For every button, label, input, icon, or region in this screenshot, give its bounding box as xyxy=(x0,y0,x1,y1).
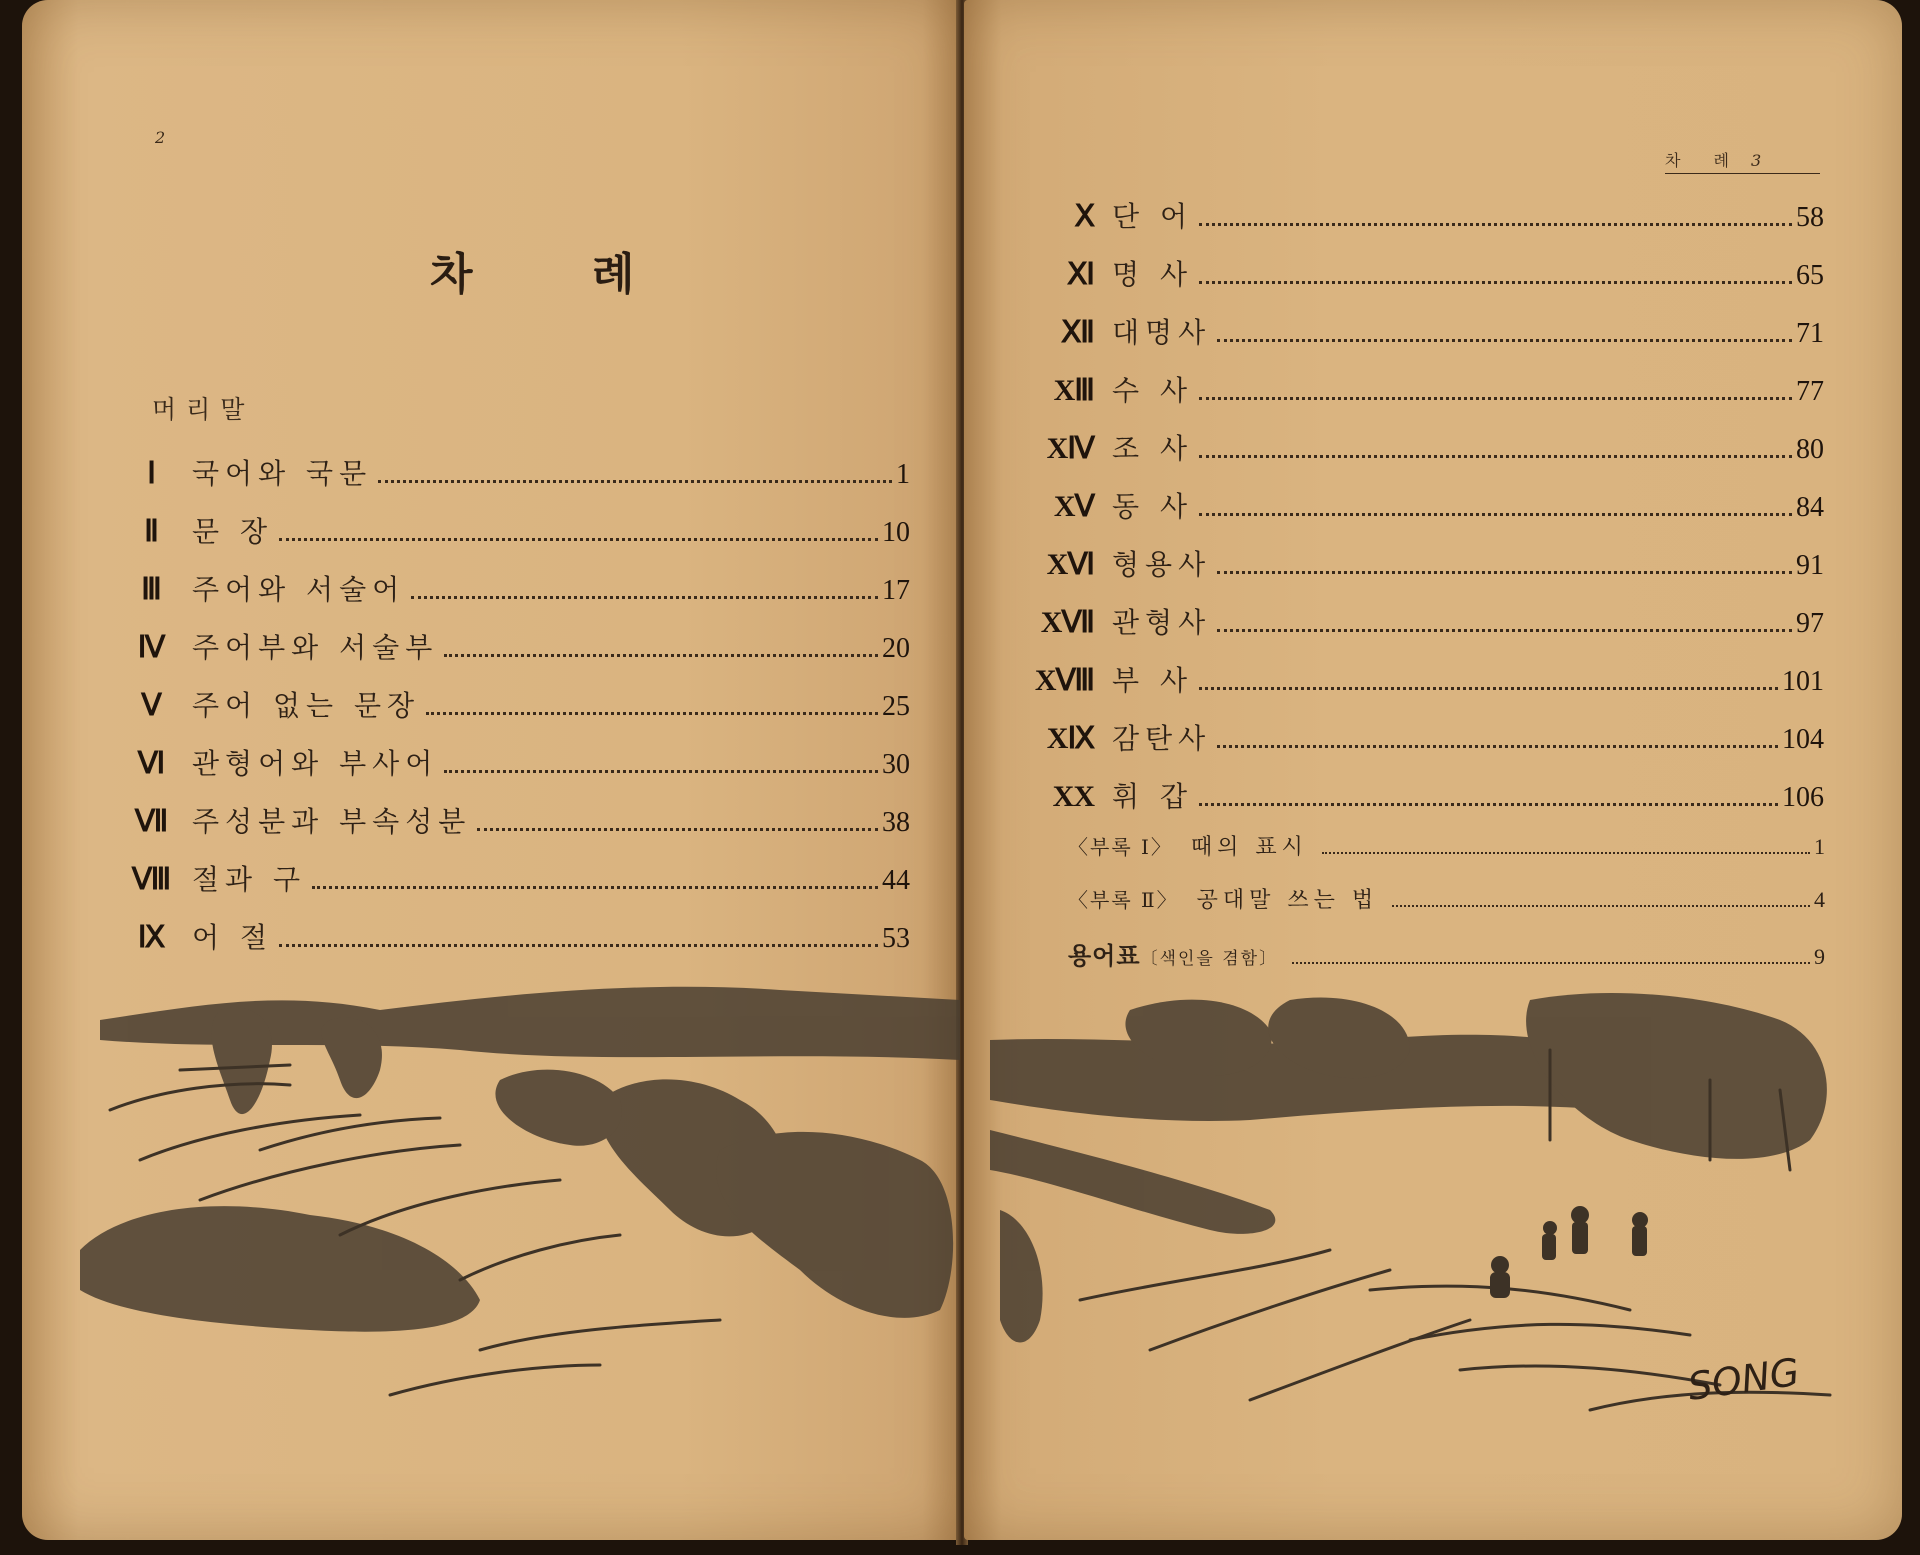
chapter-title: 조 사 xyxy=(1112,432,1193,465)
appendix-title: 공대말 쓰는 법 xyxy=(1196,888,1379,913)
chapter-numeral: XⅢ xyxy=(1053,374,1094,407)
appendix-page: 1 xyxy=(1814,834,1825,859)
toc-entry xyxy=(110,684,910,742)
dot-leader xyxy=(411,596,878,599)
toc-entry xyxy=(110,510,910,568)
chapter-title: 수 사 xyxy=(1112,374,1193,407)
dot-leader xyxy=(1322,852,1810,854)
toc-entry xyxy=(1004,427,1824,485)
chapter-title: 어 절 xyxy=(192,921,273,954)
dot-leader xyxy=(1217,629,1792,632)
toc-entry xyxy=(110,800,910,858)
glossary-title xyxy=(1068,936,1278,971)
chapter-numeral: Ⅴ xyxy=(141,689,161,722)
dot-leader xyxy=(312,886,878,889)
chapter-title: 휘 갑 xyxy=(1112,780,1193,813)
appendix-page: 4 xyxy=(1814,887,1825,912)
chapter-numeral: Ⅻ xyxy=(1061,316,1094,349)
chapter-numeral: Ⅵ xyxy=(137,747,165,780)
toc-entry xyxy=(1004,369,1824,427)
appendix-entry xyxy=(1068,883,1825,936)
toc-entry xyxy=(1004,601,1824,659)
appendix-label: 〈부록 Ⅱ〉 xyxy=(1068,888,1179,912)
chapter-page: 20 xyxy=(882,633,910,664)
landscape-sketch-left xyxy=(80,970,960,1410)
chapter-title: 관형어와 부사어 xyxy=(192,747,439,780)
glossary-page: 9 xyxy=(1814,944,1825,969)
chapter-page: 65 xyxy=(1796,260,1824,291)
chapter-title: 단 어 xyxy=(1112,200,1193,233)
dot-leader xyxy=(1217,339,1792,342)
toc-entry xyxy=(1004,195,1824,253)
chapter-title: 주성분과 부속성분 xyxy=(192,805,472,838)
chapter-page: 10 xyxy=(882,517,910,548)
dot-leader xyxy=(1199,803,1778,806)
artist-signature: SONG xyxy=(1685,1349,1803,1409)
toc-entry xyxy=(110,626,910,684)
chapter-numeral: Ⅺ xyxy=(1067,258,1094,291)
running-head-title: 차 례 xyxy=(1665,151,1743,170)
chapter-title: 주어 없는 문장 xyxy=(192,689,421,722)
dot-leader xyxy=(1199,281,1792,284)
page-number-left: 2 xyxy=(155,128,166,147)
dot-leader xyxy=(444,654,878,657)
landscape-sketch-right xyxy=(990,990,1870,1420)
chapter-numeral: Ⅷ xyxy=(131,863,171,896)
chapter-page: 30 xyxy=(882,749,910,780)
toc-title: 차 례 xyxy=(430,249,687,300)
chapter-numeral: XⅣ xyxy=(1046,432,1094,465)
toc-entry xyxy=(1004,659,1824,717)
chapter-title: 명 사 xyxy=(1112,258,1193,291)
chapter-title: 절과 구 xyxy=(192,863,307,896)
toc-entry xyxy=(1004,311,1824,369)
dot-leader xyxy=(378,480,892,483)
toc-list-right xyxy=(1004,195,1824,833)
chapter-numeral: Ⅶ xyxy=(134,805,168,838)
dot-leader xyxy=(1199,223,1792,226)
chapter-numeral: XX xyxy=(1052,780,1094,813)
toc-entry xyxy=(110,916,910,974)
toc-entry xyxy=(110,568,910,626)
dot-leader xyxy=(426,712,878,715)
chapter-page: 106 xyxy=(1782,782,1824,813)
appendix-list xyxy=(1068,830,1825,989)
appendix-title: 때의 표시 xyxy=(1190,835,1308,860)
toc-entry xyxy=(1004,543,1824,601)
chapter-numeral: Ⅲ xyxy=(141,573,161,606)
chapter-numeral: XⅥ xyxy=(1046,548,1094,581)
chapter-title: 주어부와 서술부 xyxy=(192,631,439,664)
dot-leader xyxy=(1217,745,1778,748)
chapter-title: 감탄사 xyxy=(1112,722,1212,755)
chapter-page: 58 xyxy=(1796,202,1824,233)
chapter-page: 44 xyxy=(882,865,910,896)
chapter-page: 80 xyxy=(1796,434,1824,465)
chapter-page: 38 xyxy=(882,807,910,838)
dot-leader xyxy=(1292,962,1810,964)
chapter-numeral: Ⅰ xyxy=(147,457,155,490)
appendix-label: 〈부록 Ⅰ〉 xyxy=(1068,835,1173,859)
chapter-numeral: Ⅳ xyxy=(137,631,165,664)
chapter-title: 부 사 xyxy=(1112,664,1193,697)
chapter-numeral: Ⅹ xyxy=(1074,200,1094,233)
page-number-right: 3 xyxy=(1751,151,1762,170)
chapter-numeral: Ⅸ xyxy=(137,921,165,954)
dot-leader xyxy=(279,538,878,541)
chapter-page: 101 xyxy=(1782,666,1824,697)
chapter-page: 91 xyxy=(1796,550,1824,581)
dot-leader xyxy=(1217,571,1792,574)
chapter-title: 대명사 xyxy=(1112,316,1212,349)
chapter-numeral: XⅧ xyxy=(1034,664,1094,697)
preface-entry: 머리말 xyxy=(152,395,255,424)
chapter-page: 104 xyxy=(1782,724,1824,755)
chapter-page: 1 xyxy=(896,459,910,490)
chapter-page: 71 xyxy=(1796,318,1824,349)
dot-leader xyxy=(1199,513,1792,516)
dot-leader xyxy=(279,944,878,947)
chapter-title: 동 사 xyxy=(1112,490,1193,523)
chapter-page: 17 xyxy=(882,575,910,606)
chapter-title: 형용사 xyxy=(1112,548,1212,581)
chapter-page: 53 xyxy=(882,923,910,954)
dot-leader xyxy=(477,828,878,831)
glossary-note: 〔색인을 겸함〕 xyxy=(1140,949,1279,969)
appendix-entry xyxy=(1068,830,1825,883)
toc-list-left xyxy=(110,452,910,974)
toc-entry xyxy=(1004,485,1824,543)
toc-entry xyxy=(1004,775,1824,833)
running-head xyxy=(1665,148,1820,174)
dot-leader xyxy=(444,770,878,773)
chapter-page: 77 xyxy=(1796,376,1824,407)
chapter-page: 97 xyxy=(1796,608,1824,639)
chapter-title: 주어와 서술어 xyxy=(192,573,406,606)
toc-entry xyxy=(110,742,910,800)
glossary-entry xyxy=(1068,936,1825,989)
dot-leader xyxy=(1199,687,1778,690)
chapter-numeral: Ⅱ xyxy=(144,515,158,548)
chapter-title: 관형사 xyxy=(1112,606,1212,639)
dot-leader xyxy=(1199,455,1792,458)
dot-leader xyxy=(1392,905,1810,907)
toc-entry xyxy=(110,858,910,916)
toc-entry xyxy=(1004,717,1824,775)
chapter-page: 25 xyxy=(882,691,910,722)
toc-entry xyxy=(110,452,910,510)
chapter-page: 84 xyxy=(1796,492,1824,523)
chapter-numeral: XⅦ xyxy=(1040,606,1094,639)
dot-leader xyxy=(1199,397,1792,400)
chapter-numeral: XⅨ xyxy=(1046,722,1094,755)
toc-entry xyxy=(1004,253,1824,311)
glossary-label: 용어표 xyxy=(1068,941,1141,970)
chapter-title: 국어와 국문 xyxy=(192,457,373,490)
chapter-numeral: XⅤ xyxy=(1053,490,1094,523)
chapter-title: 문 장 xyxy=(192,515,273,548)
